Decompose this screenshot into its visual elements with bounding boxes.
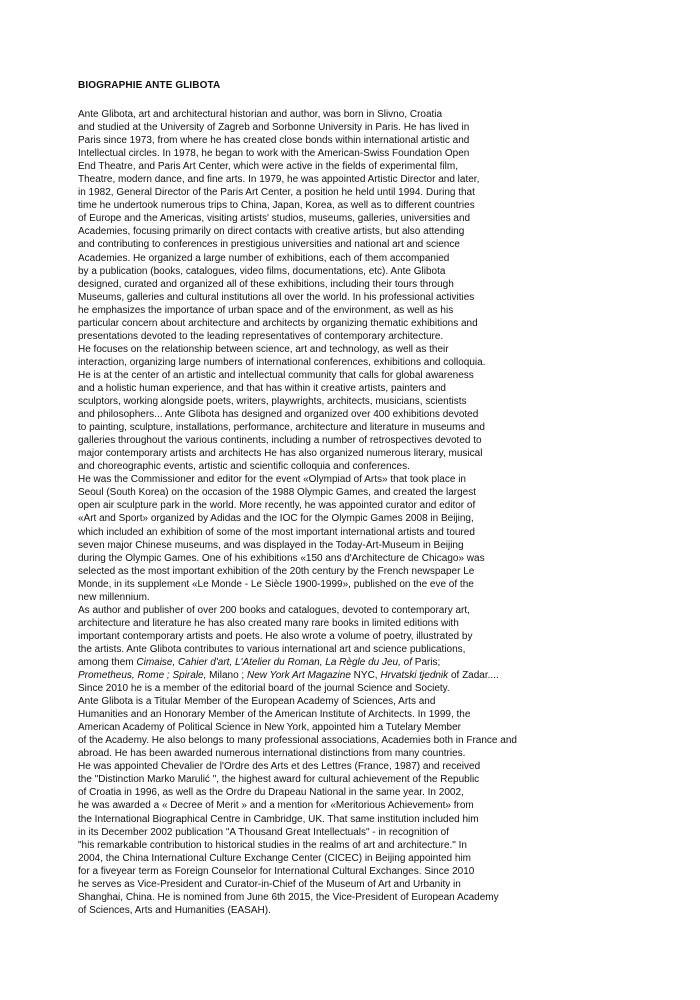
text-line: the International Biographical Centre in Cambridge, UK. That same institution included him <box>78 813 479 825</box>
page-title: BIOGRAPHIE ANTE GLIBOTA <box>78 80 221 91</box>
text-line: in its December 2002 publication "A Thousand Great Intellectuals" - in recognition of <box>78 826 450 838</box>
text-line: As author and publisher of over 200 books and catalogues, devoted to contemporary art, <box>78 604 470 616</box>
text-line: presentations devoted to the leading representatives of contemporary architecture. <box>78 330 444 342</box>
text-line: Monde, in its supplement «Le Monde - Le Siècle 1900-1999», published on the eve of the <box>78 578 474 590</box>
text-line: Intellectual circles. In 1978, he began to work with the American-Swiss Foundation Open <box>78 148 470 160</box>
text-line: and contributing to conferences in prestigious universities and national art and science <box>78 239 460 251</box>
publication-title: New York Art Magazine <box>246 670 351 682</box>
text-line: He was the Commissioner and editor for the event «Olympiad of Arts» that took place in <box>78 474 466 486</box>
text-line: important contemporary artists and poets. He also wrote a volume of poetry, illustrated by <box>78 630 473 642</box>
text-segment: among them <box>78 656 137 668</box>
text-line: designed, curated and organized all of these exhibitions, including their tours through <box>78 278 454 290</box>
text-line-mixed <box>78 656 678 669</box>
text-line: by a publication (books, catalogues, video films, documentations, etc). Ante Glibota <box>78 265 446 277</box>
text-line: and a holistic human experience, and that has within it creative artists, painters and <box>78 382 446 394</box>
text-line: new millennium. <box>78 591 150 603</box>
text-line: Seoul (South Korea) on the occasion of the 1988 Olympic Games, and created the largest <box>78 487 477 499</box>
text-line: particular concern about architecture and architects by organizing thematic exhibitions and <box>78 317 478 329</box>
text-line: of Croatia in 1996, as well as the Ordre du Drapeau National in the same year. In 2002, <box>78 787 464 799</box>
biography-text <box>78 108 678 917</box>
text-line: open air sculpture park in the world. More recently, he was appointed curator and editor of <box>78 500 476 512</box>
text-line: for a fiveyear term as Foreign Counselor for International Cultural Exchanges. Since 2010 <box>78 865 475 877</box>
text-line: the "Distinction Marko Marulić ", the highest award for cultural achievement of the Republic <box>78 774 480 786</box>
text-segment: Paris; <box>412 656 441 668</box>
text-line: and choreographic events, artistic and scientific colloquia and conferences. <box>78 461 410 473</box>
text-segment: NYC, <box>350 670 381 682</box>
text-line: of Europe and the Americas, visiting artists' studios, museums, galleries, universities and <box>78 213 471 225</box>
text-segment: of Zadar.... <box>448 670 499 682</box>
text-line: Paris since 1973, from where he has created close bonds within international artistic and <box>78 135 470 147</box>
publication-titles: Prometheus, Rome ; Spirale, <box>78 670 207 682</box>
text-line: He was appointed Chevalier de l'Ordre des Arts et des Lettres (France, 1987) and received <box>78 761 481 773</box>
text-line: Academies, focusing primarily on direct contacts with creative artists, but also attending <box>78 226 465 238</box>
text-line: American Academy of Political Science in New York, appointed him a Tutelary Member <box>78 722 461 734</box>
text-line: Ante Glibota is a Titular Member of the European Academy of Sciences, Arts and <box>78 696 436 708</box>
publication-titles: Cimaise, Cahier d'art, L'Atelier du Roman, La Règle du Jeu, of <box>136 656 412 668</box>
text-line: He focuses on the relationship between science, art and technology, as well as their <box>78 343 449 355</box>
text-line: seven major Chinese museums, and was displayed in the Today-Art-Museum in Beijing <box>78 539 464 551</box>
text-line: interaction, organizing large numbers of international conferences, exhibitions and colloquia. <box>78 356 486 368</box>
text-line: Ante Glibota, art and architectural historian and author, was born in Slivno, Croatia <box>78 109 443 120</box>
text-line: Since 2010 he is a member of the editorial board of the journal Science and Society. <box>78 683 450 695</box>
text-line: Theatre, modern dance, and fine arts. In 1979, he was appointed Artistic Director and later, <box>78 174 480 186</box>
text-line: «Art and Sport» organized by Adidas and the IOC for the Olympic Games 2008 in Beijing, <box>78 513 474 525</box>
text-line: sculptors, working alongside poets, writers, playwrights, architects, musicians, scientists <box>78 396 467 408</box>
text-line: major contemporary artists and architects He has also organized numerous literary, musical <box>78 448 483 460</box>
text-line: he was awarded a « Decree of Merit » and a mention for «Meritorious Achievement» from <box>78 800 474 812</box>
text-line: in 1982, General Director of the Paris Art Center, a position he held until 1994. During that <box>78 187 475 199</box>
text-line: Humanities and an Honorary Member of the American Institute of Architects. In 1999, the <box>78 709 471 721</box>
text-line: Academies. He organized a large number of exhibitions, each of them accompanied <box>78 252 450 264</box>
text-line: End Theatre, and Paris Art Center, which were active in the fields of experimental film, <box>78 161 458 173</box>
text-line: the artists. Ante Glibota contributes to various international art and science publications, <box>78 643 466 655</box>
text-line: of Sciences, Arts and Humanities (EASAH). <box>78 904 271 916</box>
text-line: which included an exhibition of some of the most important international artists and toured <box>78 526 475 538</box>
text-line-mixed <box>78 669 678 682</box>
text-line: to painting, sculpture, installations, performance, architecture and literature in museums and <box>78 422 485 434</box>
text-line: selected as the most important exhibition of the 20th century by the French newspaper Le <box>78 565 475 577</box>
text-line: "his remarkable contribution to historical studies in the realms of art and architecture." In <box>78 839 467 851</box>
text-line: architecture and literature he has also created many rare books in limited editions with <box>78 617 459 629</box>
text-line: 2004, the China International Culture Exchange Center (CICEC) in Beijing appointed him <box>78 852 472 864</box>
text-line: of the Academy. He also belongs to many professional associations, Academies both in France and <box>78 735 517 747</box>
text-line: and studied at the University of Zagreb and Sorbonne University in Paris. He has lived in <box>78 122 470 134</box>
text-line: He is at the center of an artistic and intellectual community that calls for global awareness <box>78 369 474 381</box>
publication-title: Hrvatski tjednik <box>380 670 449 682</box>
text-line: galleries throughout the various continents, including a number of retrospectives devoted to <box>78 435 482 447</box>
text-line: Shanghai, China. He is nomined from June 6th 2015, the Vice-President of European Academy <box>78 891 499 903</box>
text-line: he serves as Vice-President and Curator-in-Chief of the Museum of Art and Urbanity in <box>78 878 461 890</box>
text-line: and philosophers... Ante Glibota has designed and organized over 400 exhibitions devoted <box>78 409 479 421</box>
text-line: time he undertook numerous trips to China, Japan, Korea, as well as to different countries <box>78 200 475 212</box>
text-segment: Milano ; <box>206 670 247 682</box>
text-line: abroad. He has been awarded numerous international distinctions from many countries. <box>78 748 466 760</box>
text-line: Museums, galleries and cultural institutions all over the world. In his professional activities <box>78 291 475 303</box>
text-line: during the Olympic Games. One of his exhibitions «150 ans d'Architecture de Chicago» was <box>78 552 485 564</box>
text-line: he emphasizes the importance of urban space and of the environment, as well as his <box>78 304 454 316</box>
